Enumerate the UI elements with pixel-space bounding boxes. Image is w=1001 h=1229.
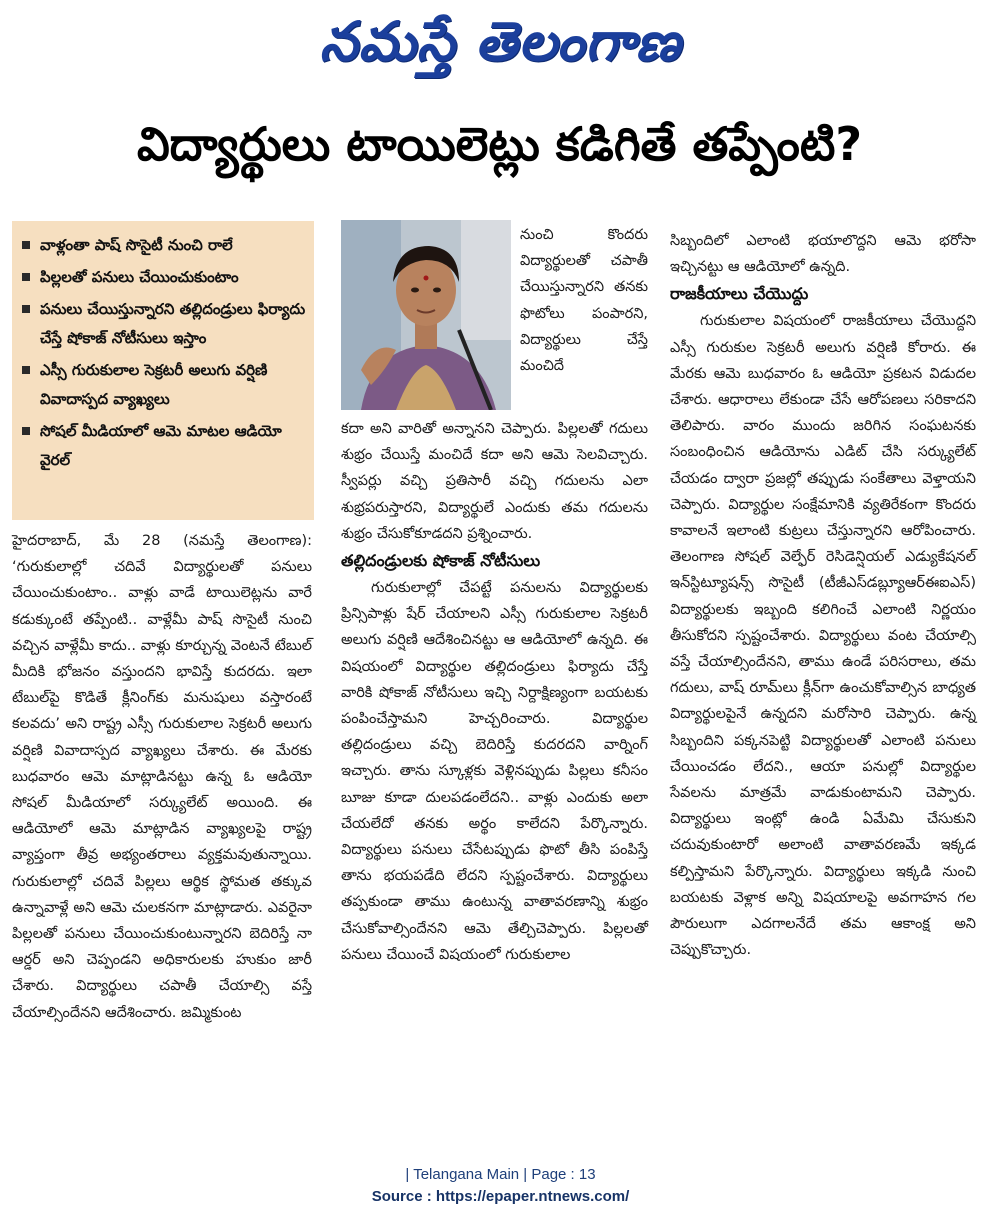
page-info: | Telangana Main | Page : 13 <box>405 1166 596 1183</box>
paragraph: హైదరాబాద్, మే 28 (నమస్తే తెలంగాణ): ‘గురుకులాల్లో చదివే విద్యార్థులతో పనులు చేయించుకుంటాం.. వాళ్లు వాడే టాయిలెట్లను వారే కడుక్కుంటే తప్పేంటి.. వాళ్లేమీ పాష్ సొసైటీ నుంచి వచ్చిన వాళ్లేమీ కాదు.. వాళ్లు కూర్చున్న వెంటనే టేబుల్ మీదికి భోజనం వస్తుందని భావిస్తే కుదరదు. ఇలా టేబుల్‌పై కొడితే క్లీనింగ్‌కు మనుషులు వస్తారంటే కలవదు’ అని రాష్ట్ర ఎస్సీ గురుకులాల సెక్రటరీ అలుగు వర్షిణి వివాదాస్పద వ్యాఖ్యలు చేశారు. ఈ మేరకు బుధవారం ఆమె మాట్లాడినట్టు ఉన్న ఓ ఆడియో సోషల్ మీడియాలో సర్క్యులేట్ అయింది. ఈ ఆడియోలో ఆమె మాట్లాడిన వ్యాఖ్యలపై రాష్ట్ర వ్యాప్తంగా తీవ్ర అభ్యంతరాలు వ్యక్తమవుతున్నాయి. గురుకులాల్లో చదివే పిల్లలు ఆర్థిక స్థోమత తక్కువ ఉన్నావాళ్లే అని ఆమె చులకనగా మాట్లాడారు. ఎవరైనా పిల్లలతో పనులు చేయించుకుంటున్నారని బెదిరిస్తే నా ఆర్డర్ అని చెప్పండని అధికారులకు హుకుం జారీ చేశారు. విద్యార్థులు చపాతీ చేయాల్సి వస్తే చేయాల్సిందేనని ఆదేశించారు. జమ్మికుంట <box>12 533 312 1021</box>
footer <box>0 1164 1001 1208</box>
highlight-item <box>22 231 306 260</box>
headline: విద్యార్థులు టాయిలెట్లు కడిగితే తప్పేంటి? <box>136 117 863 171</box>
highlight-text: వాళ్లంతా పాష్ సొసైటీ నుంచి రాలే <box>40 236 233 254</box>
article-column-1 <box>12 528 312 1026</box>
bullet-icon <box>22 305 30 313</box>
portrait-illustration <box>341 220 511 410</box>
highlight-text: సోషల్ మీడియాలో ఆమె మాటల ఆడియో వైరల్ <box>40 422 282 469</box>
paragraph: నుంచి కొందరు విద్యార్థులతో చపాతీ చేయిస్తున్నారని తనకు ఫొటోలు పంపారని, విద్యార్థులు చేస్తే మంచిదే <box>520 227 648 375</box>
paragraph: గురుకులాల్లో చేపట్టే పనులను విద్యార్థులకు ప్రిన్సిపాళ్లు షేర్ చేయాలని ఎస్సీ గురుకులాల సెక్రటరీ అలుగు వర్షిణి ఆదేశించినట్టు ఆ ఆడియోలో ఉన్నది. ఈ విషయంలో విద్యార్థుల తల్లిదండ్రులు ఫిర్యాదు చేస్తే వారికి షోకాజ్ నోటీసులు ఇచ్చి నిర్దాక్షిణ్యంగా బయటకు పంపించేస్తామని హెచ్చరించారు. విద్యార్థుల తల్లిదండ్రులు వచ్చి బెదిరిస్తే కుదరదని వార్నింగ్ ఇచ్చారు. తాను స్కూళ్లకు వెళ్లినప్పుడు పిల్లలు కనీసం బూజు కూడా దులపడంలేదని.. వాళ్లు ఎందుకు అలా చేయలేదో తనకు అర్థం కాలేదని పేర్కొన్నారు. విద్యార్థులు పనులు చేసేటప్పుడు ఫొటో తీసి పంపిస్తే తాను భయపడేది లేదని స్పష్టంచేశారు. విద్యార్థులు తప్పకుండా తాము ఉంటున్న వాతావరణాన్ని శుభ్రం చేసుకోవాల్సిందేనని ఆమె తేల్చిచెప్పారు. పిల్లలతో పనులు చేయించే విషయంలో గురుకులాల <box>341 580 648 963</box>
article-column-3 <box>670 228 976 963</box>
paragraph: కదా అని వారితో అన్నానని చెప్పారు. పిల్లలతో గదులు శుభ్రం చేయిస్తే మంచిదే కదా అని ఆమె సెలవిచ్చారు. స్వీపర్లు వచ్చి ప్రతిసారీ వచ్చి గదులను ఎలా శుభ్రపరుస్తారని, విద్యార్థులే ఎందుకు తమ గదులను శుభ్రం చేసుకోకూడదని ప్రశ్నించారు. <box>341 421 648 542</box>
highlight-text: ఎస్సీ గురుకులాల సెక్రటరీ అలుగు వర్షిణి వివాదాస్పద వ్యాఖ్యలు <box>40 361 268 408</box>
highlight-item <box>22 417 306 475</box>
highlight-item <box>22 295 306 353</box>
portrait-photo <box>341 220 511 410</box>
highlights-box <box>12 221 314 520</box>
masthead-logo: నమస్తే తెలంగాణ <box>319 9 682 73</box>
highlight-text: పిల్లలతో పనులు చేయించుకుంటాం <box>40 268 239 286</box>
subheading: తల్లిదండ్రులకు షోకాజ్ నోటీసులు <box>341 551 541 571</box>
paragraph: సిబ్బందిలో ఎలాంటి భయాలొద్దని ఆమె భరోసా ఇచ్చినట్టు ఆ ఆడియోలో ఉన్నది. <box>670 233 976 276</box>
article-column-2-top <box>520 222 648 379</box>
paragraph: గురుకులాల విషయంలో రాజకీయాలు చేయొద్దని ఎస్సీ గురుకుల సెక్రటరీ అలుగు వర్షిణి కోరారు. ఈ మేరకు ఆమె బుధవారం ఓ ఆడియో ప్రకటన విడుదల చేశారు. ఆధారాలు లేకుండా చేసే ఆరోపణలు సరికాదని తెలిపారు. వారం ముందు జరిగిన సంఘటనకు సంబంధించిన ఆడియోను ఎడిట్ చేసి సర్క్యులేట్ చేయడం ద్వారా ప్రజల్లో తప్పుడు సంకేతాలు వెళ్తాయని చెప్పారు. విద్యార్థుల సంక్షేమానికి వ్యతిరేకంగా కొందరు కావాలనే ఇలాంటి కుట్రలు చేస్తున్నారని ఆరోపించారు. తెలంగాణ సోషల్ వెల్ఫేర్ రెసిడెన్షియల్ ఎడ్యుకేషనల్ ఇన్‌స్టిట్యూషన్స్ సొసైటీ (టీజీఎస్‌డబ్ల్యూఆర్‌ఈఐఎస్) విద్యార్థులకు ఇబ్బంది కలిగించే ఎలాంటి నిర్ణయం తీసుకోదని స్పష్టంచేశారు. విద్యార్థులు వంట చేయాల్సి వస్తే చేయాల్సిందేనని, తాము ఉండే పరిసరాలు, తమ గదులు, వాష్ రూమ్‌లు క్లీన్‌గా ఉంచుకోవాల్సిన బాధ్యత విద్యార్థులపైనే ఉన్నదని మరోసారి చెప్పారు. ఉన్న సిబ్బందిని పక్కనపెట్టి విద్యార్థులతో ఎలాంటి పనులు చేయించడం లేదని., ఆయా పనుల్లో విద్యార్థుల సేవలను మాత్రమే వాడుకుంటామని చెప్పారు. విద్యార్థులు ఇంట్లో ఉండి ఏమేమి చేసుకుని చదువుకుంటారో అలాంటి వాతావరణమే ఇక్కడ కల్పిస్తామని పేర్కొన్నారు. విద్యార్థులు ఇక్కడి నుంచి బయటకు వెళ్లాక అన్ని విషయాలపై అవగాహన గల పౌరులుగా ఎదగాలనేదే తమ ఆకాంక్ష అని చెప్పుకొచ్చారు. <box>670 313 976 959</box>
bullet-icon <box>22 273 30 281</box>
bullet-icon <box>22 241 30 249</box>
bullet-icon <box>22 427 30 435</box>
highlight-item <box>22 356 306 414</box>
highlight-item <box>22 263 306 292</box>
article-column-2 <box>341 416 648 968</box>
source-link[interactable]: Source : https://epaper.ntnews.com/ <box>371 1188 630 1205</box>
highlight-text: పనులు చేయిస్తున్నారని తల్లిదండ్రులు ఫిర్యాదు చేస్తే షోకాజ్ నోటీసులు ఇస్తాం <box>40 300 306 347</box>
masthead <box>0 6 1001 90</box>
bullet-icon <box>22 366 30 374</box>
subheading: రాజకీయాలు చేయొద్దు <box>670 284 809 304</box>
